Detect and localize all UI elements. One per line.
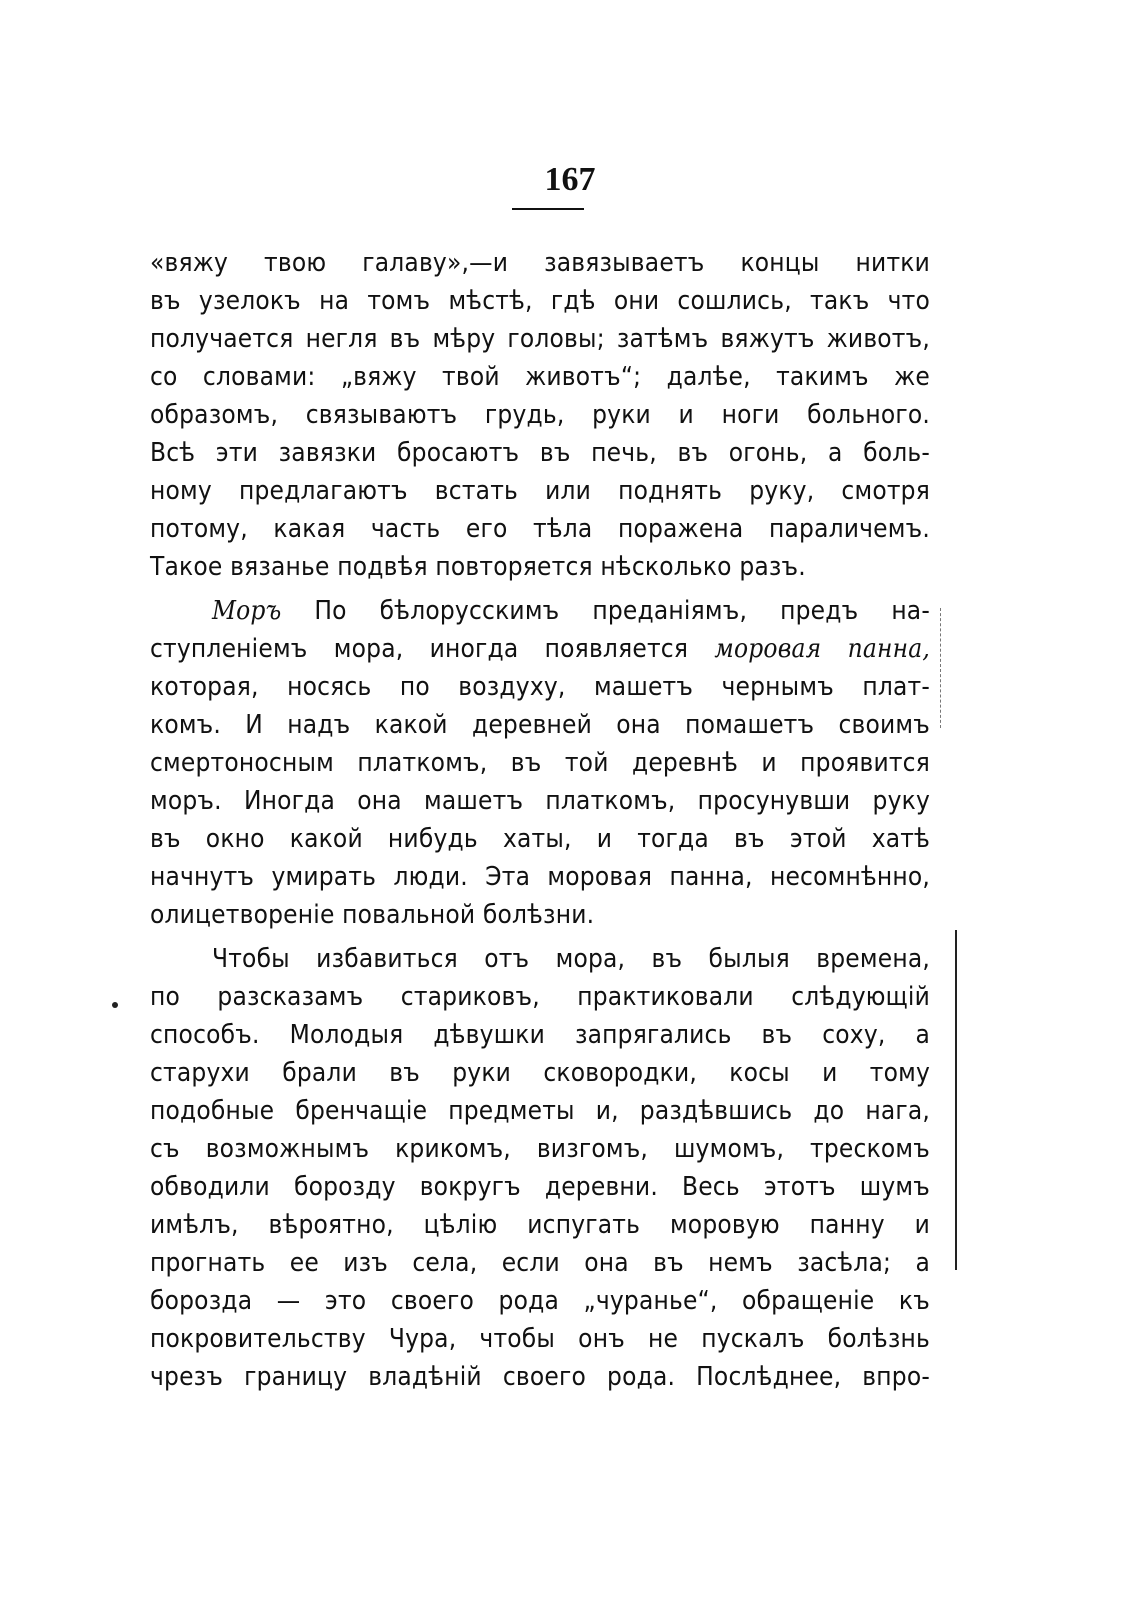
text-line: имѣлъ, вѣроятно, цѣлію испугать моровую панну и <box>150 1210 930 1240</box>
text-line: ному предлагаютъ встать или поднять руку, смотря <box>150 476 930 506</box>
text-line <box>150 630 930 668</box>
text-line: комъ. И надъ какой деревней она помашетъ своимъ <box>150 710 930 740</box>
text-line: Всѣ эти завязки бросаютъ въ печь, въ огонь, а боль- <box>150 438 930 468</box>
text-line: способъ. Молодыя дѣвушки запрягались въ соху, а <box>150 1020 930 1050</box>
text-line-part: ступленіемъ мора, иногда появляется <box>150 634 689 664</box>
text-line: смертоносным платкомъ, въ той деревнѣ и проявится <box>150 748 930 778</box>
text-line: обводили борозду вокругъ деревни. Весь этотъ шумъ <box>150 1172 930 1202</box>
text-line: со словами: „вяжу твой животъ“; далѣе, такимъ же <box>150 362 930 392</box>
stray-ink-mark <box>112 1002 118 1008</box>
text-line: старухи брали въ руки сковородки, косы и тому <box>150 1058 930 1088</box>
text-line: начнутъ умирать люди. Эта моровая панна, несомнѣнно, <box>150 862 930 892</box>
page-number: 167 <box>544 161 596 198</box>
text-line: съ возможнымъ крикомъ, визгомъ, шумомъ, трескомъ <box>150 1134 930 1164</box>
paragraph-3 <box>150 940 930 1396</box>
text-line: потому, какая часть его тѣла поражена параличемъ. <box>150 514 930 544</box>
text-line: въ окно какой нибудь хаты, и тогда въ этой хатѣ <box>150 824 930 854</box>
text-line: моръ. Иногда она машетъ платкомъ, просунувши руку <box>150 786 930 816</box>
text-line: подобные бренчащіе предметы и, раздѣвшись до нага, <box>150 1096 930 1126</box>
paragraph-1 <box>150 244 930 586</box>
text-line: борозда — это своего рода „чуранье“, обращеніе къ <box>150 1286 930 1316</box>
text-line: которая, носясь по воздуху, машетъ чернымъ плат- <box>150 672 930 702</box>
paragraph-2 <box>150 592 930 934</box>
text-line: чрезъ границу владѣній своего рода. Послѣднее, впро- <box>150 1362 930 1392</box>
text-line <box>150 592 930 630</box>
text-line: прогнать ее изъ села, если она въ немъ засѣла; а <box>150 1248 930 1278</box>
text-line: покровительству Чура, чтобы онъ не пускалъ болѣзнь <box>150 1324 930 1354</box>
text-line: Чтобы избавиться отъ мора, въ былыя времена, <box>212 944 930 974</box>
margin-mark-dashed <box>940 608 941 728</box>
body-text <box>150 244 930 1396</box>
text-line: «вяжу твою галаву»,—и завязываетъ концы нитки <box>150 248 930 278</box>
text-line: Такое вязанье подвѣя повторяется нѣсколько разъ. <box>150 552 806 582</box>
text-line: получается негля въ мѣру головы; затѣмъ вяжутъ животъ, <box>150 324 930 354</box>
text-line: по разсказамъ стариковъ, практиковали слѣдующій <box>150 982 930 1012</box>
text-line: образомъ, связываютъ грудь, руки и ноги больного. <box>150 400 930 430</box>
text-line: олицетвореніе повальной болѣзни. <box>150 900 595 930</box>
page-number-rule <box>512 208 584 210</box>
margin-bar <box>955 930 957 1270</box>
italic-term: моровая панна, <box>714 634 930 664</box>
text-line: въ узелокъ на томъ мѣстѣ, гдѣ они сошлись, такъ что <box>150 286 930 316</box>
section-heading-mor: Моръ <box>212 596 282 626</box>
text-line-rest: По бѣлорусскимъ преданіямъ, предъ на- <box>314 596 930 626</box>
